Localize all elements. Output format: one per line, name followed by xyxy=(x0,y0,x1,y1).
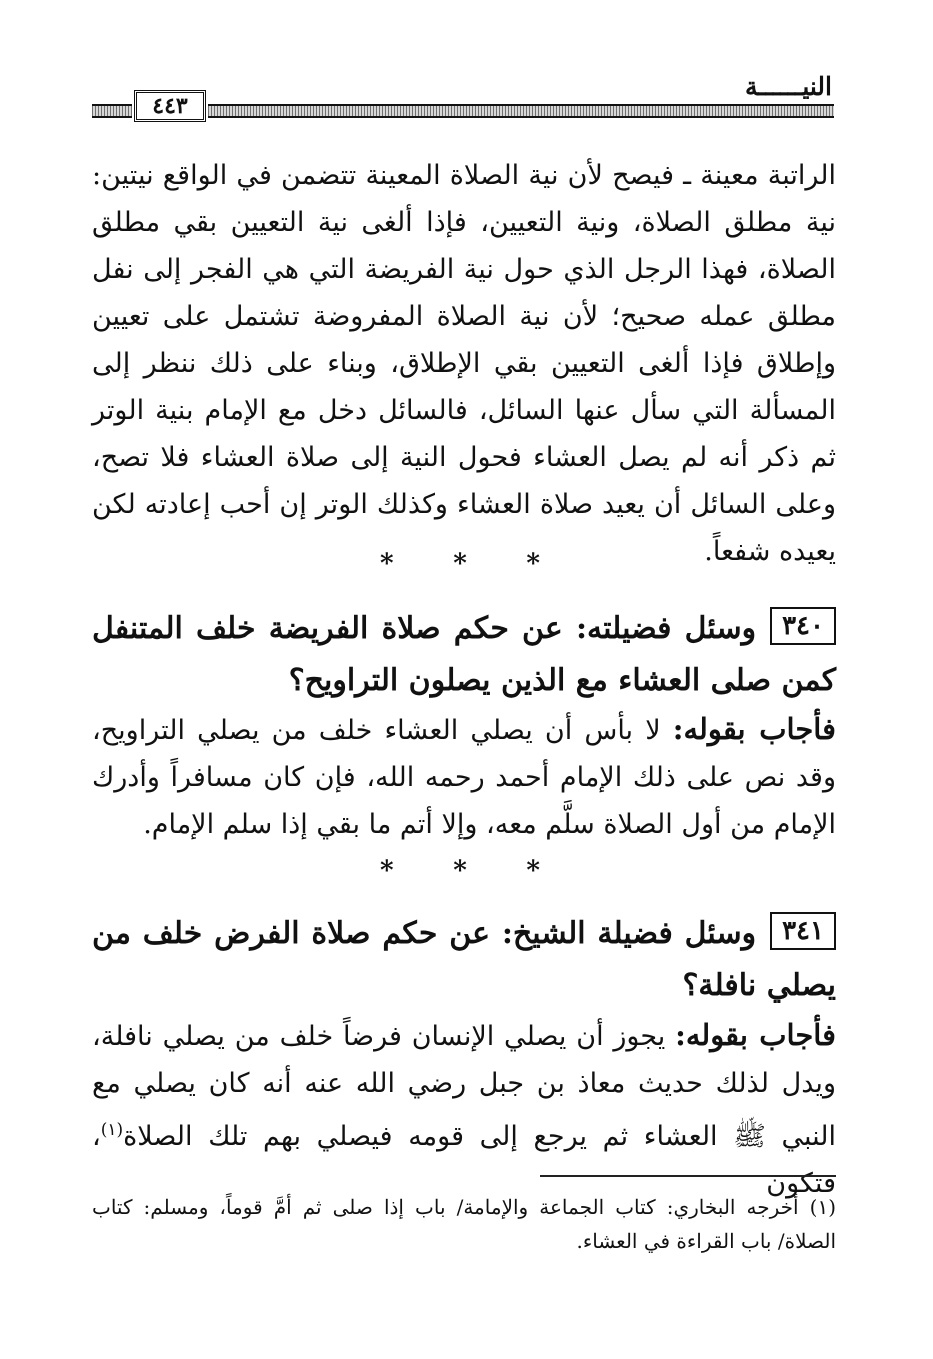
answer-lead: فأجاب بقوله: xyxy=(675,1018,836,1052)
page-number: ٤٤٣ xyxy=(134,90,206,122)
answer-340 xyxy=(92,706,836,848)
section-separator xyxy=(380,551,540,577)
footnote-reference[interactable]: (١) xyxy=(100,1120,124,1140)
question-340 xyxy=(92,603,836,707)
star-icon: * xyxy=(453,856,467,886)
header-ornamental-rule-left xyxy=(92,104,132,118)
star-icon: * xyxy=(526,549,540,579)
answer-text: يجوز أن يصلي الإنسان فرضاً خلف من يصلي نافلة، ويدل لذلك حديث معاذ بن جبل رضي الله عنه أنه كان يصلي مع النبي ﷺ العشاء ثم يرجع إلى قومه فيصلي بهم تلك الصلاة xyxy=(92,1021,836,1152)
question-number: ٣٤١ xyxy=(770,912,836,950)
star-icon: * xyxy=(380,549,394,579)
section-separator xyxy=(380,858,540,884)
running-title: النيــــــة xyxy=(745,72,832,101)
footnote-divider xyxy=(540,1175,836,1177)
question-text: وسئل فضيلة الشيخ: عن حكم صلاة الفرض خلف من يصلي نافلة؟ xyxy=(92,916,836,1003)
star-icon: * xyxy=(526,856,540,886)
answer-341 xyxy=(92,1012,836,1207)
body-paragraph: الراتبة معينة ـ فيصح لأن نية الصلاة المعينة تتضمن في الواقع نيتين: نية مطلق الصلاة، ونية التعيين، فإذا ألغى نية التعيين بقي مطلق الصلاة، فهذا الرجل الذي حول نية الفريضة التي هي الفجر إلى نفل مطلق عمله صحيح؛ لأن نية الصلاة المفروضة تشتمل على تعيين وإطلاق فإذا ألغى التعيين بقي الإطلاق، وبناء على ذلك ننظر إلى المسألة التي سأل عنها السائل، فالسائل دخل مع الإمام بنية الوتر ثم ذكر أنه لم يصل العشاء فحول النية إلى صلاة العشاء فلا تصح، وعلى السائل أن يعيد صلاة العشاء وكذلك الوتر إن أحب إعادته لكن يعيده شفعاً. xyxy=(92,160,836,567)
star-icon: * xyxy=(453,549,467,579)
answer-lead: فأجاب بقوله: xyxy=(672,712,836,746)
page-header xyxy=(92,72,834,126)
question-341 xyxy=(92,908,836,1012)
answer-text-tail: ، فتكون xyxy=(92,1121,836,1199)
footnote: (١) أخرجه البخاري: كتاب الجماعة والإمامة/ باب إذا صلى ثم أمَّ قوماً، ومسلم: كتاب الصلاة/ باب القراءة في العشاء. xyxy=(92,1195,836,1253)
header-ornamental-rule xyxy=(208,104,834,118)
question-number: ٣٤٠ xyxy=(770,607,836,645)
question-text: وسئل فضيلته: عن حكم صلاة الفريضة خلف المتنفل كمن صلى العشاء مع الذين يصلون التراويح؟ xyxy=(92,611,836,698)
star-icon: * xyxy=(380,856,394,886)
answer-text: لا بأس أن يصلي العشاء خلف من يصلي التراويح، وقد نص على ذلك الإمام أحمد رحمه الله، فإن كان مسافراً وأدرك الإمام من أول الصلاة سلَّم معه، وإلا أتم ما بقي إذا سلم الإمام. xyxy=(92,715,836,840)
